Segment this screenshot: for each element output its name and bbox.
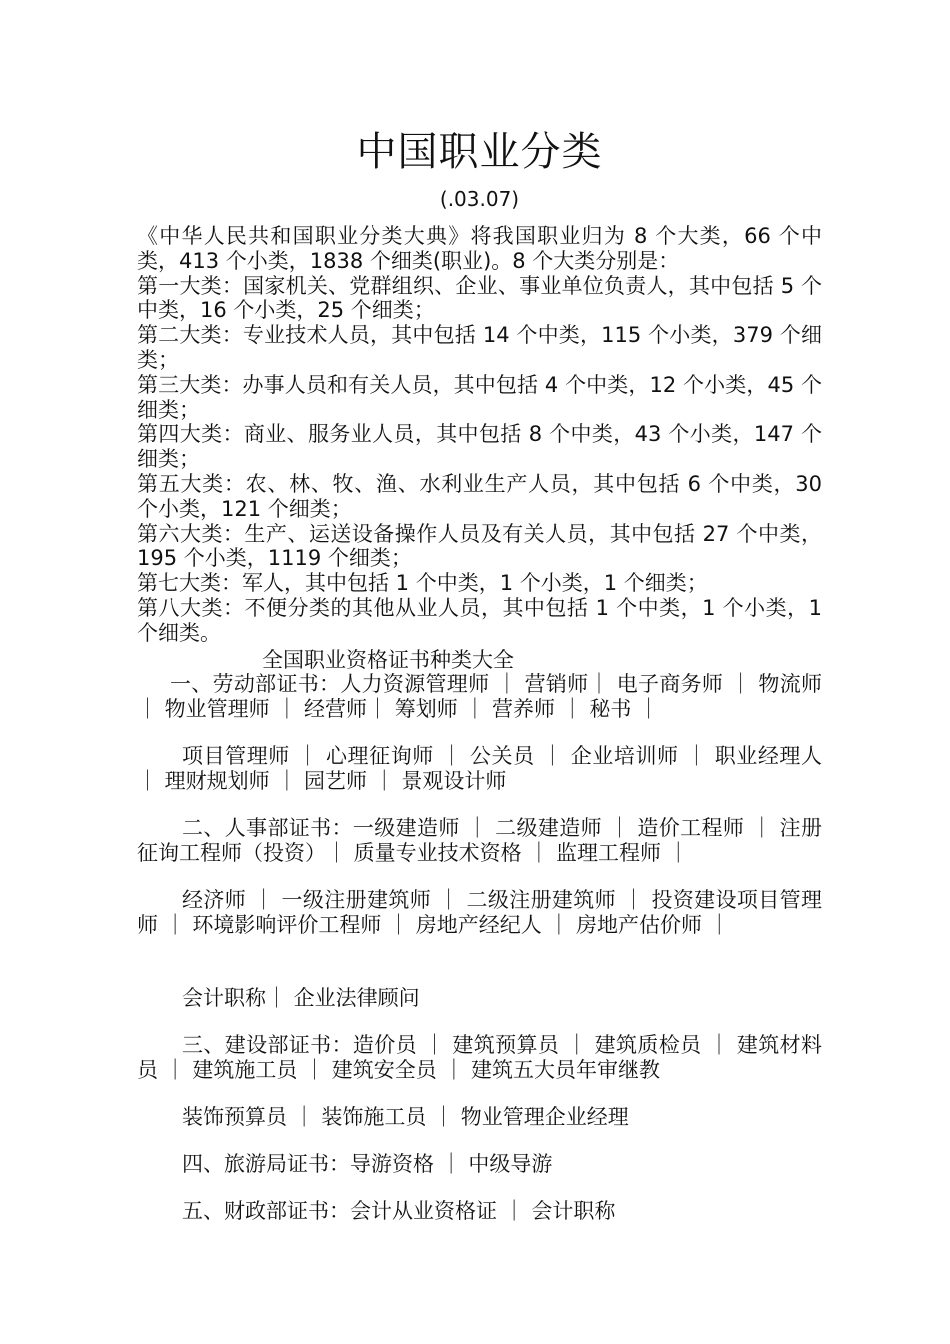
cert-personnel-ministry: 二、人事部证书：一级建造师 ｜ 二级建造师 ｜ 造价工程师 ｜ 注册征询工程师（投资）｜ 质量专业技术资格 ｜ 监理工程师 ｜ — [137, 816, 822, 865]
cert-personnel-ministry-cont: 经济师 ｜ 一级注册建筑师 ｜ 二级注册建筑师 ｜ 投资建设项目管理师 ｜ 环境影响评价工程师 ｜ 房地产经纪人 ｜ 房地产估价师 ｜ — [137, 888, 822, 937]
category-2: 第二大类：专业技术人员，其中包括 14 个中类，115 个小类，379 个细类； — [137, 323, 822, 372]
intro-section — [137, 224, 822, 646]
cert-personnel-ministry-end: 会计职称｜ 企业法律顾问 — [182, 986, 420, 1010]
cert-labor-ministry: 一、劳动部证书：人力资源管理师 ｜ 营销师｜ 电子商务师 ｜ 物流师｜ 物业管理师 ｜ 经营师｜ 筹划师 ｜ 营养师 ｜ 秘书 ｜ — [137, 672, 822, 721]
category-6: 第六大类：生产、运送设备操作人员及有关人员，其中包括 27 个中类，195 个小类，1119 个细类； — [137, 521, 822, 571]
intro-paragraph: 《中华人民共和国职业分类大典》将我国职业归为 8 个大类，66 个中类，413 个小类，1838 个细类(职业)。8 个大类分别是： — [137, 224, 822, 273]
category-5: 第五大类：农、林、牧、渔、水利业生产人员，其中包括 6 个中类，30 个小类，121 个细类； — [137, 471, 822, 521]
category-7: 第七大类：军人，其中包括 1 个中类，1 个小类，1 个细类； — [137, 571, 708, 596]
cert-heading: 全国职业资格证书种类大全 — [262, 648, 514, 672]
page-title: 中国职业分类 — [356, 128, 603, 175]
category-3: 第三大类：办事人员和有关人员，其中包括 4 个中类，12 个小类，45 个细类； — [137, 372, 822, 422]
cert-construction-ministry-cont: 装饰预算员 ｜ 装饰施工员 ｜ 物业管理企业经理 — [182, 1105, 629, 1129]
cert-tourism-bureau: 四、旅游局证书：导游资格 ｜ 中级导游 — [182, 1152, 553, 1176]
document-date: (.03.07) — [439, 187, 520, 211]
cert-construction-ministry: 三、建设部证书：造价员 ｜ 建筑预算员 ｜ 建筑质检员 ｜ 建筑材料员 ｜ 建筑施工员 ｜ 建筑安全员 ｜ 建筑五大员年审继教 — [137, 1033, 822, 1082]
cert-finance-ministry: 五、财政部证书：会计从业资格证 ｜ 会计职称 — [182, 1199, 616, 1223]
category-4: 第四大类：商业、服务业人员，其中包括 8 个中类，43 个小类，147 个细类； — [137, 422, 822, 472]
category-8: 第八大类：不便分类的其他从业人员，其中包括 1 个中类，1 个小类，1 个细类。 — [137, 595, 822, 645]
category-1: 第一大类：国家机关、党群组织、企业、事业单位负责人，其中包括 5 个中类，16 个小类，25 个细类； — [137, 273, 822, 323]
cert-labor-ministry-cont: 项目管理师 ｜ 心理征询师 ｜ 公关员 ｜ 企业培训师 ｜ 职业经理人 ｜ 理财规划师 ｜ 园艺师 ｜ 景观设计师 — [137, 744, 822, 793]
